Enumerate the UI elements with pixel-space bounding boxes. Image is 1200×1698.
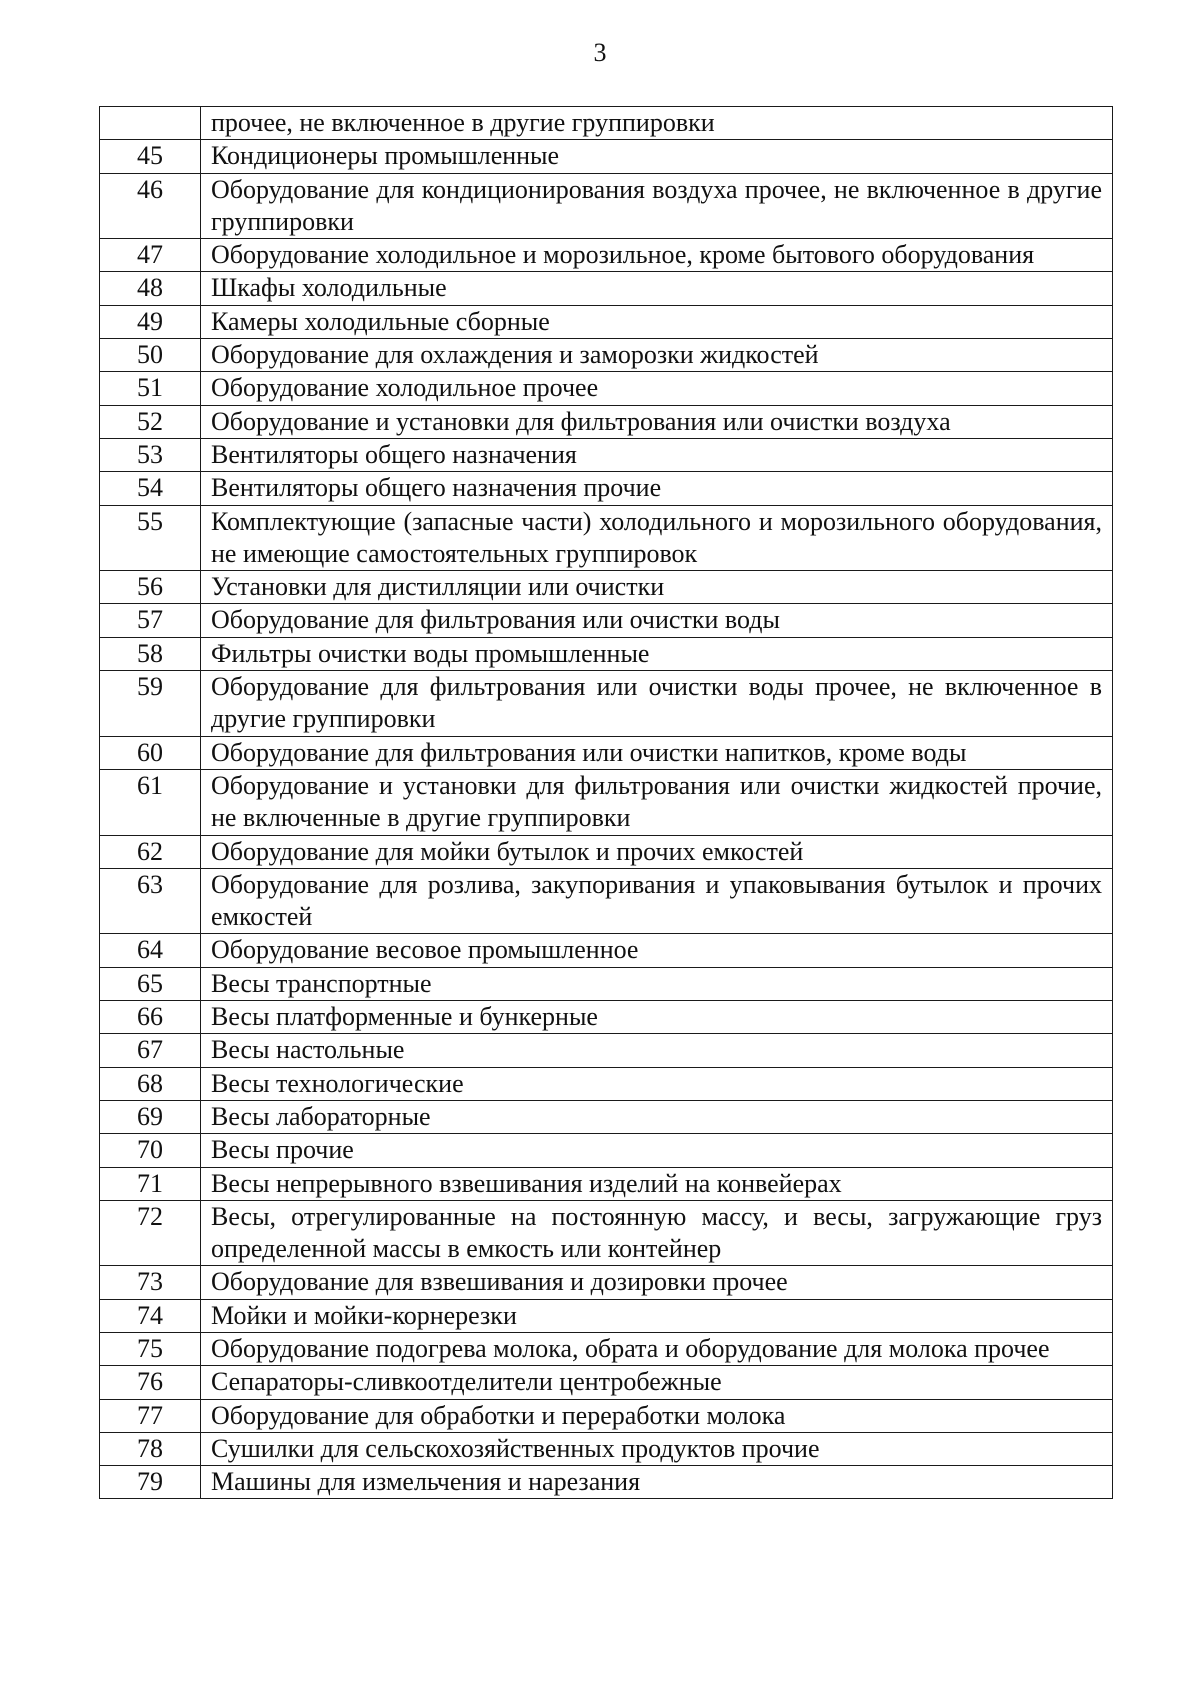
table-row <box>100 1134 1113 1167</box>
table-row <box>100 1466 1113 1499</box>
table-row <box>100 305 1113 338</box>
row-number-cell: 49 <box>100 305 201 338</box>
table-row <box>100 835 1113 868</box>
row-name-cell: Машины для измельчения и нарезания <box>201 1466 1113 1499</box>
row-name-cell: Оборудование весовое промышленное <box>201 934 1113 967</box>
row-name-cell: Оборудование для фильтрования или очистки воды <box>201 604 1113 637</box>
row-number-cell: 64 <box>100 934 201 967</box>
row-number-cell: 66 <box>100 1001 201 1034</box>
row-name-cell: Оборудование для обработки и переработки молока <box>201 1399 1113 1432</box>
row-name-cell: Весы прочие <box>201 1134 1113 1167</box>
table-row <box>100 736 1113 769</box>
row-name-cell: Оборудование холодильное прочее <box>201 372 1113 405</box>
row-name-cell: Оборудование для кондиционирования воздуха прочее, не включенное в другие группировки <box>201 173 1113 239</box>
table-row <box>100 604 1113 637</box>
row-name-cell: Кондиционеры промышленные <box>201 140 1113 173</box>
row-number-cell: 63 <box>100 868 201 934</box>
row-number-cell: 70 <box>100 1134 201 1167</box>
row-number-cell: 53 <box>100 438 201 471</box>
row-name-cell: Оборудование и установки для фильтрования или очистки жидкостей прочие, не включенные в другие группировки <box>201 769 1113 835</box>
row-number-cell: 78 <box>100 1432 201 1465</box>
row-number-cell: 57 <box>100 604 201 637</box>
row-name-cell: Сепараторы-сливкоотделители центробежные <box>201 1366 1113 1399</box>
table-row <box>100 1001 1113 1034</box>
row-name-cell: Весы платформенные и бункерные <box>201 1001 1113 1034</box>
page-number: 3 <box>593 38 607 67</box>
row-name-cell: Весы технологические <box>201 1067 1113 1100</box>
row-name-cell: Камеры холодильные сборные <box>201 305 1113 338</box>
table-row <box>100 505 1113 571</box>
equipment-table <box>99 106 1113 1499</box>
row-number-cell: 45 <box>100 140 201 173</box>
row-number-cell: 72 <box>100 1200 201 1266</box>
table-row <box>100 934 1113 967</box>
row-name-cell: прочее, не включенное в другие группировки <box>201 107 1113 140</box>
row-name-cell: Весы транспортные <box>201 967 1113 1000</box>
table-row <box>100 405 1113 438</box>
row-name-cell: Вентиляторы общего назначения <box>201 438 1113 471</box>
table-row <box>100 1266 1113 1299</box>
table-row <box>100 239 1113 272</box>
row-name-cell: Оборудование холодильное и морозильное, кроме бытового оборудования <box>201 239 1113 272</box>
row-name-cell: Весы непрерывного взвешивания изделий на конвейерах <box>201 1167 1113 1200</box>
table-row <box>100 1366 1113 1399</box>
table-row <box>100 339 1113 372</box>
row-name-cell: Оборудование для взвешивания и дозировки прочее <box>201 1266 1113 1299</box>
row-name-cell: Оборудование для розлива, закупоривания и упаковывания бутылок и прочих емкостей <box>201 868 1113 934</box>
table-row <box>100 173 1113 239</box>
row-name-cell: Оборудование для фильтрования или очистки напитков, кроме воды <box>201 736 1113 769</box>
table-row <box>100 472 1113 505</box>
table-row <box>100 107 1113 140</box>
row-number-cell: 79 <box>100 1466 201 1499</box>
row-number-cell: 47 <box>100 239 201 272</box>
row-name-cell: Оборудование подогрева молока, обрата и оборудование для молока прочее <box>201 1332 1113 1365</box>
row-number-cell: 73 <box>100 1266 201 1299</box>
row-number-cell: 58 <box>100 637 201 670</box>
row-number-cell: 74 <box>100 1299 201 1332</box>
row-name-cell: Вентиляторы общего назначения прочие <box>201 472 1113 505</box>
row-number-cell: 68 <box>100 1067 201 1100</box>
table-row <box>100 438 1113 471</box>
row-number-cell: 67 <box>100 1034 201 1067</box>
row-number-cell: 76 <box>100 1366 201 1399</box>
table-row <box>100 1200 1113 1266</box>
row-name-cell: Оборудование для фильтрования или очистки воды прочее, не включенное в другие группировки <box>201 671 1113 737</box>
table-row <box>100 272 1113 305</box>
row-number-cell: 71 <box>100 1167 201 1200</box>
row-number-cell: 56 <box>100 571 201 604</box>
table-row <box>100 1067 1113 1100</box>
row-name-cell: Фильтры очистки воды промышленные <box>201 637 1113 670</box>
row-name-cell: Весы настольные <box>201 1034 1113 1067</box>
table-row <box>100 571 1113 604</box>
row-name-cell: Установки для дистилляции или очистки <box>201 571 1113 604</box>
table-body <box>100 107 1113 1499</box>
table-row <box>100 1167 1113 1200</box>
row-number-cell: 50 <box>100 339 201 372</box>
row-number-cell: 65 <box>100 967 201 1000</box>
row-number-cell: 52 <box>100 405 201 438</box>
row-name-cell: Шкафы холодильные <box>201 272 1113 305</box>
row-name-cell: Оборудование и установки для фильтрования или очистки воздуха <box>201 405 1113 438</box>
table-row <box>100 1399 1113 1432</box>
table-row <box>100 1100 1113 1133</box>
row-name-cell: Оборудование для мойки бутылок и прочих емкостей <box>201 835 1113 868</box>
table-row <box>100 140 1113 173</box>
table-row <box>100 868 1113 934</box>
table-row <box>100 1432 1113 1465</box>
table-row <box>100 671 1113 737</box>
row-number-cell: 61 <box>100 769 201 835</box>
row-number-cell: 55 <box>100 505 201 571</box>
row-number-cell: 54 <box>100 472 201 505</box>
row-name-cell: Весы, отрегулированные на постоянную массу, и весы, загружающие груз определенной массы в емкость или контейнер <box>201 1200 1113 1266</box>
row-number-cell: 75 <box>100 1332 201 1365</box>
row-number-cell: 51 <box>100 372 201 405</box>
row-number-cell: 48 <box>100 272 201 305</box>
row-name-cell: Сушилки для сельскохозяйственных продуктов прочие <box>201 1432 1113 1465</box>
row-name-cell: Оборудование для охлаждения и заморозки жидкостей <box>201 339 1113 372</box>
row-number-cell: 59 <box>100 671 201 737</box>
row-name-cell: Мойки и мойки-корнерезки <box>201 1299 1113 1332</box>
row-number-cell <box>100 107 201 140</box>
row-number-cell: 69 <box>100 1100 201 1133</box>
table-row <box>100 1332 1113 1365</box>
row-name-cell: Комплектующие (запасные части) холодильного и морозильного оборудования, не имеющие самостоятельных группировок <box>201 505 1113 571</box>
row-number-cell: 62 <box>100 835 201 868</box>
table-row <box>100 967 1113 1000</box>
table-row <box>100 637 1113 670</box>
table-row <box>100 769 1113 835</box>
table-row <box>100 1034 1113 1067</box>
row-number-cell: 46 <box>100 173 201 239</box>
table-row <box>100 1299 1113 1332</box>
row-number-cell: 77 <box>100 1399 201 1432</box>
row-number-cell: 60 <box>100 736 201 769</box>
row-name-cell: Весы лабораторные <box>201 1100 1113 1133</box>
table-row <box>100 372 1113 405</box>
